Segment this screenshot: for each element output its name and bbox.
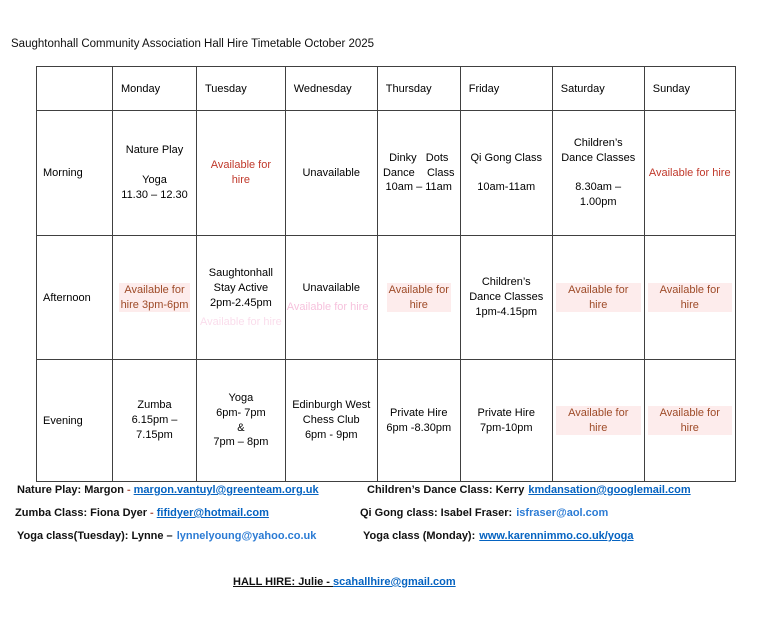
day-header-monday: Monday <box>113 67 197 111</box>
day-header-friday: Friday <box>460 67 552 111</box>
separator-dash: - <box>150 507 154 519</box>
cell-text: Available for hire <box>210 159 272 186</box>
contact-childrens-dance <box>367 484 691 496</box>
cell-text: Dinky Dots Dance Class 10am – 11am <box>382 151 455 194</box>
row-label-morning: Morning <box>37 111 113 236</box>
cell-text: Saughtonhall Stay Active 2pm-2.45pm <box>208 266 273 309</box>
contact-zumba <box>15 507 269 519</box>
contact-hall-hire <box>233 576 456 588</box>
cell-text: Unavailable <box>302 166 360 179</box>
hall-hire-label: HALL HIRE <box>233 576 292 588</box>
cell-text: Available for hire <box>648 166 731 179</box>
yoga-tuesday-email-link[interactable]: lynnelyoung@yahoo.co.uk <box>176 530 317 542</box>
cell-afternoon-sunday <box>644 236 735 360</box>
cell-text: Private Hire 6pm -8.30pm <box>386 406 452 434</box>
contact-yoga-monday <box>363 530 634 542</box>
nature-play-email-link[interactable]: margon.vantuyl@greenteam.org.uk <box>133 484 319 496</box>
cell-evening-sunday <box>644 360 735 482</box>
cell-evening-tuesday <box>197 360 286 482</box>
contact-label: Qi Gong class: Isabel Fraser: <box>360 507 513 519</box>
hall-hire-middle: : Julie - <box>291 576 334 588</box>
ghost-text: Available for hire <box>286 300 369 313</box>
row-label-afternoon: Afternoon <box>37 236 113 360</box>
hall-hire-timetable <box>36 66 736 482</box>
cell-evening-thursday <box>377 360 460 482</box>
cell-morning-tuesday <box>197 111 286 236</box>
cell-morning-friday <box>460 111 552 236</box>
cell-text: Children’s Dance Classes 1pm-4.15pm <box>469 276 544 318</box>
cell-text: Yoga 6pm- 7pm & 7pm – 8pm <box>213 391 269 449</box>
contact-label: Yoga class (Monday): <box>363 530 476 542</box>
cell-text: Zumba 6.15pm – 7.15pm <box>131 399 178 441</box>
zumba-email-link[interactable]: fifidyer@hotmail.com <box>156 507 269 519</box>
day-header-tuesday: Tuesday <box>197 67 286 111</box>
day-header-thursday: Thursday <box>377 67 460 111</box>
row-label-evening: Evening <box>37 360 113 482</box>
cell-text: Available for hire 3pm-6pm <box>120 283 189 311</box>
contact-qi-gong <box>360 507 608 519</box>
day-header-saturday: Saturday <box>552 67 644 111</box>
contact-label: Yoga class(Tuesday): Lynne – <box>17 530 173 542</box>
cell-text: Private Hire 7pm-10pm <box>477 406 535 434</box>
contact-label: Children’s Dance Class: Kerry <box>367 484 525 496</box>
contact-label: Nature Play: Margon <box>17 484 124 496</box>
cell-text: Available for hire <box>648 406 732 436</box>
cell-text: Nature Play Yoga 11.30 – 12.30 <box>121 144 188 201</box>
cell-text: Children’s Dance Classes 8.30am – 1.00pm <box>561 136 636 209</box>
cell-evening-wednesday <box>285 360 377 482</box>
separator-dash: - <box>126 484 131 496</box>
cell-evening-friday <box>460 360 552 482</box>
childrens-dance-email-link[interactable]: kmdansation@googlemail.com <box>528 484 691 496</box>
cell-morning-monday <box>113 111 197 236</box>
cell-afternoon-monday <box>113 236 197 360</box>
cell-text: Available for hire <box>556 406 641 436</box>
cell-afternoon-wednesday <box>285 236 377 360</box>
cell-text: Available for hire <box>388 283 449 311</box>
contact-yoga-tuesday <box>17 530 316 542</box>
cell-text: Unavailable <box>302 281 360 294</box>
cell-text: Available for hire <box>556 283 641 313</box>
page-title: Saughtonhall Community Association Hall Hire Timetable October 2025 <box>11 38 375 50</box>
cell-morning-saturday <box>552 111 644 236</box>
cell-text: Available for hire <box>648 283 732 313</box>
cell-afternoon-tuesday <box>197 236 286 360</box>
cell-afternoon-friday <box>460 236 552 360</box>
qi-gong-email-link[interactable]: isfraser@aol.com <box>516 507 609 519</box>
cell-afternoon-thursday <box>377 236 460 360</box>
cell-morning-wednesday <box>285 111 377 236</box>
yoga-monday-website-link[interactable]: www.karennimmo.co.uk/yoga <box>479 530 634 542</box>
hall-hire-email-link[interactable]: scahallhire@gmail.com <box>333 576 456 588</box>
cell-text: Qi Gong Class 10am-11am <box>470 151 542 194</box>
cell-afternoon-saturday <box>552 236 644 360</box>
corner-cell <box>37 67 113 111</box>
cell-morning-sunday <box>644 111 735 236</box>
day-header-sunday: Sunday <box>644 67 735 111</box>
cell-text: Edinburgh West Chess Club 6pm - 9pm <box>292 399 371 441</box>
cell-morning-thursday <box>377 111 460 236</box>
day-header-wednesday: Wednesday <box>285 67 377 111</box>
ghost-text: Available for hire <box>200 315 282 328</box>
cell-evening-saturday <box>552 360 644 482</box>
cell-evening-monday <box>113 360 197 482</box>
contact-label: Zumba Class: Fiona Dyer <box>15 507 148 519</box>
contact-nature-play <box>17 484 319 496</box>
